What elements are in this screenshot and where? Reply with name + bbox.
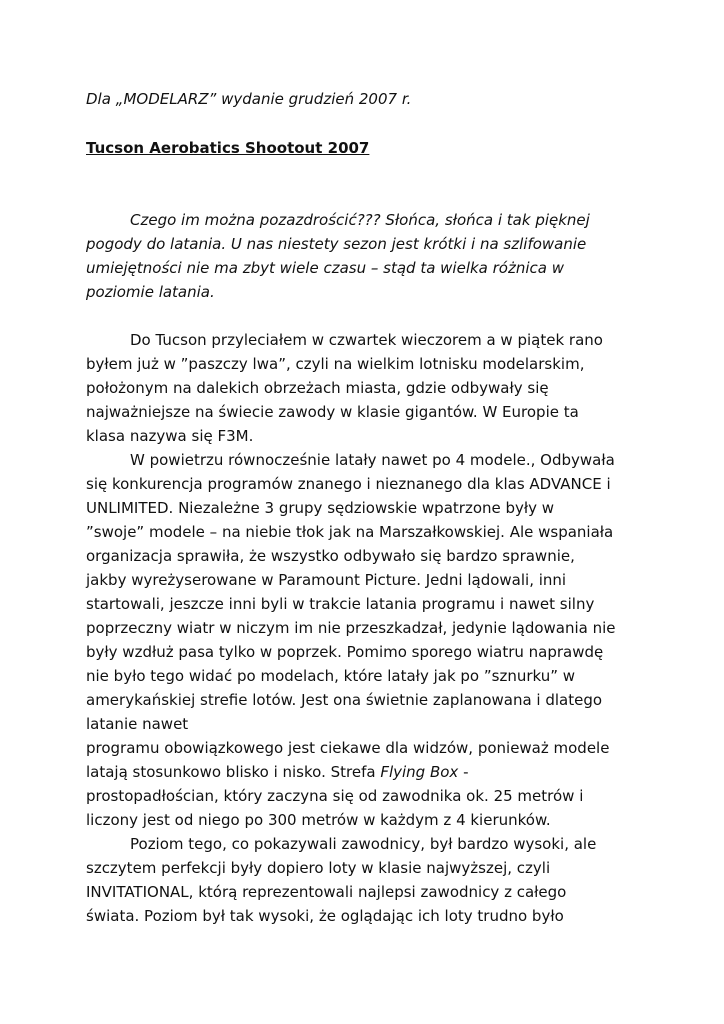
body-line: latanie nawet bbox=[86, 715, 189, 733]
article-title: Tucson Aerobatics Shootout 2007 bbox=[86, 139, 370, 157]
body-line: programu obowiązkowego jest ciekawe dla widzów, ponieważ modele bbox=[86, 739, 610, 757]
body-line: świata. Poziom był tak wysoki, że oglądając ich loty trudno było bbox=[86, 907, 564, 925]
body-line bbox=[86, 763, 468, 781]
body-line: UNLIMITED. Niezależne 3 grupy sędziowskie wpatrzone były w bbox=[86, 499, 555, 517]
intro-line: pogody do latania. U nas niestety sezon jest krótki i na szlifowanie bbox=[86, 235, 587, 253]
intro-line: poziomie latania. bbox=[86, 283, 215, 301]
body-line: klasa nazywa się F3M. bbox=[86, 427, 254, 445]
body-line: nie było tego widać po modelach, które latały jak po ”sznurku” w bbox=[86, 667, 576, 685]
body-line: amerykańskiej strefie lotów. Jest ona świetnie zaplanowana i dlatego bbox=[86, 691, 603, 709]
body-line: startowali, jeszcze inni byli w trakcie latania programu i nawet silny bbox=[86, 595, 595, 613]
body-line: W powietrzu równocześnie latały nawet po 4 modele., Odbywała bbox=[130, 451, 615, 469]
body-line: jakby wyreżyserowane w Paramount Picture. Jedni lądowali, inni bbox=[86, 571, 567, 589]
body-line: liczony jest od niego po 300 metrów w każdym z 4 kierunków. bbox=[86, 811, 551, 829]
intro-line: Czego im można pozazdrościć??? Słońca, słońca i tak pięknej bbox=[130, 211, 590, 229]
flying-box-term: Flying Box bbox=[380, 763, 459, 781]
body-line: ”swoje” modele – na niebie tłok jak na Marszałkowskiej. Ale wspaniała bbox=[86, 523, 614, 541]
body-line: się konkurencja programów znanego i nieznanego dla klas ADVANCE i bbox=[86, 475, 611, 493]
body-line: Do Tucson przyleciałem w czwartek wieczorem a w piątek rano bbox=[130, 331, 603, 349]
body-line: organizacja sprawiła, że wszystko odbywało się bardzo sprawnie, bbox=[86, 547, 575, 565]
header-note: Dla „MODELARZ” wydanie grudzień 2007 r. bbox=[86, 90, 412, 108]
body-line: prostopadłościan, który zaczyna się od zawodnika ok. 25 metrów i bbox=[86, 787, 584, 805]
body-line: położonym na dalekich obrzeżach miasta, gdzie odbywały się bbox=[86, 379, 549, 397]
body-line: szczytem perfekcji były dopiero loty w klasie najwyższej, czyli bbox=[86, 859, 551, 877]
body-line: INVITATIONAL, którą reprezentowali najlepsi zawodnicy z całego bbox=[86, 883, 567, 901]
body-line: najważniejsze na świecie zawody w klasie gigantów. W Europie ta bbox=[86, 403, 579, 421]
body-line: Poziom tego, co pokazywali zawodnicy, był bardzo wysoki, ale bbox=[130, 835, 597, 853]
body-line: poprzeczny wiatr w niczym im nie przeszkadzał, jedynie lądowania nie bbox=[86, 619, 616, 637]
body-text-span: - bbox=[458, 763, 469, 781]
body-line: byłem już w ”paszczy lwa”, czyli na wielkim lotnisku modelarskim, bbox=[86, 355, 585, 373]
body-line: były wzdłuż pasa tylko w poprzek. Pomimo sporego wiatru naprawdę bbox=[86, 643, 604, 661]
body-text-span: latają stosunkowo blisko i nisko. Strefa bbox=[86, 763, 381, 781]
intro-line: umiejętności nie ma zbyt wiele czasu – stąd ta wielka różnica w bbox=[86, 259, 565, 277]
